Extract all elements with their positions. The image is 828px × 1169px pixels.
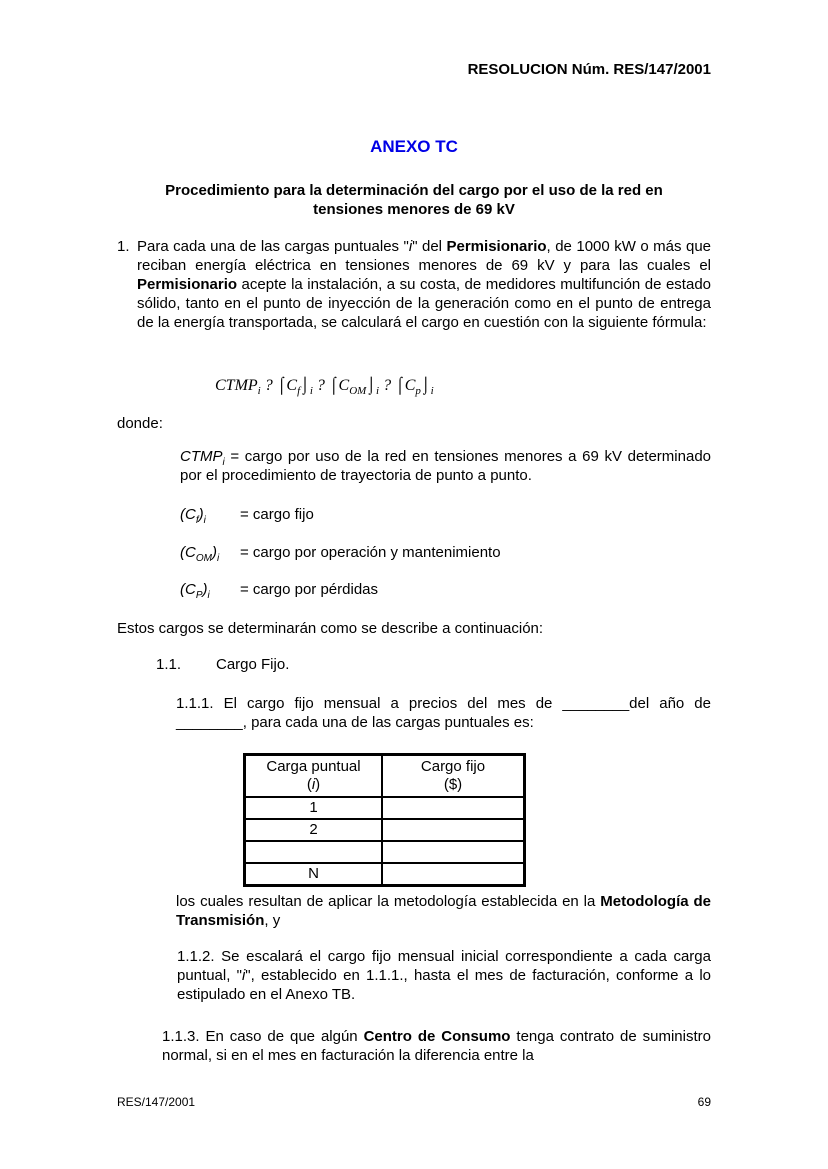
symbol-part: ): [202, 581, 208, 598]
formula-subscript: i: [376, 385, 380, 398]
cell-carga: N: [245, 863, 383, 886]
symbol-cf: [180, 505, 240, 524]
formula-term: C: [286, 377, 298, 394]
text-run: , y: [264, 912, 281, 929]
subtitle-line-1: Procedimiento para la determinación del cargo por el uso de la red en: [165, 182, 663, 199]
definition-cp: [180, 580, 711, 599]
bold-term-centro-de-consumo: Centro de Consumo: [363, 1028, 511, 1045]
formula-bracket: ⌠: [395, 377, 405, 394]
table-row: [245, 863, 525, 886]
symbol-part: (C: [180, 581, 196, 598]
bold-term-metodologia: Metodología de Transmisión: [176, 893, 711, 929]
definition-cf: [180, 505, 711, 524]
cargo-fijo-table: [243, 753, 526, 887]
header-line: Carga puntual: [266, 758, 361, 775]
header-line: ($): [443, 776, 463, 793]
table-header-cargo-fijo: [382, 755, 525, 798]
table-row: [245, 797, 525, 819]
paragraph-1-1-1: 1.1.1. El cargo fijo mensual a precios del mes de ________del año de ________, para cada una de las cargas puntuales es:: [176, 695, 711, 731]
formula-bracket: ⌡: [366, 377, 376, 394]
page-header-right: RESOLUCION Núm. RES/147/2001: [467, 61, 711, 78]
section-title: Cargo Fijo.: [216, 656, 290, 673]
text-run: los cuales resultan de aplicar la metodología establecida en la: [176, 893, 601, 910]
formula-term: C: [338, 377, 350, 394]
definition-ctmp: [180, 447, 711, 485]
cell-cargo: [382, 797, 525, 819]
symbol-subscript: P: [195, 590, 203, 601]
definition-text: = cargo por uso de la red en tensiones menores a 69 kV determinado por el procedimiento de trayectoria de punto a punto.: [180, 448, 711, 484]
anexo-title: ANEXO TC: [370, 137, 458, 156]
item-number: 1.: [117, 238, 130, 255]
formula-subscript: i: [430, 385, 434, 398]
symbol-subscript: i: [216, 553, 220, 564]
formula-operator: ?: [312, 377, 329, 394]
donde-label: donde:: [117, 415, 163, 432]
symbol-subscript: OM: [195, 553, 212, 564]
document-subtitle: [117, 181, 711, 219]
formula-bracket: ⌠: [328, 377, 339, 394]
symbol-com: [180, 543, 240, 562]
symbol-subscript: i: [203, 515, 206, 526]
bold-term-permisionario: Permisionario: [137, 276, 238, 293]
section-number: 1.1.: [156, 656, 182, 673]
header-line: ): [315, 776, 321, 793]
text-run: tenga contrato de suministro normal, si en el mes en facturación la diferencia entre la: [162, 1028, 711, 1064]
definition-text: = cargo por pérdidas: [240, 581, 379, 598]
variable-i: i: [241, 967, 246, 984]
symbol-ctmp: CTMP: [180, 448, 223, 465]
cell-cargo: [382, 841, 525, 863]
formula-subscript: f: [297, 385, 301, 398]
text-run: " del: [412, 238, 447, 255]
page-footer: [117, 1093, 711, 1112]
cell-carga: [245, 841, 383, 863]
symbol-part: (C: [180, 506, 196, 523]
paragraph-1: [117, 237, 711, 332]
table-row: [245, 841, 525, 863]
symbol-cp: [180, 580, 240, 599]
subtitle-line-2: tensiones menores de 69 kV: [313, 201, 515, 218]
symbol-part: (C: [180, 544, 196, 561]
formula-bracket: ⌠: [276, 377, 287, 394]
formula-subscript: i: [257, 385, 261, 398]
definition-text: = cargo por operación y mantenimiento: [240, 544, 501, 561]
formula-subscript: p: [415, 385, 421, 398]
formula-operator: ?: [260, 377, 277, 394]
footer-doc-ref: RES/147/2001: [117, 1095, 196, 1109]
formula-operator: ?: [379, 377, 396, 394]
header-line: (: [306, 776, 312, 793]
text-run: acepte la instalación, a su costa, de medidores multifunción de estado sólido, tanto en el punto de inyección de la generación como en el punto de entrega de la energía transportada, se calculará el cargo en cuestión con la siguiente fórmula:: [137, 276, 711, 331]
paragraph-los-cuales: [176, 892, 711, 930]
bold-term-permisionario: Permisionario: [446, 238, 547, 255]
symbol-subscript: i: [222, 457, 225, 468]
section-1-1-heading: [156, 655, 289, 674]
definition-text: = cargo fijo: [240, 506, 314, 523]
cell-carga: 2: [245, 819, 383, 841]
symbol-subscript: f: [195, 515, 199, 526]
text-run: ", establecido en 1.1.1., hasta el mes de facturación, conforme a lo estipulado en el Anexo TB.: [177, 967, 711, 1003]
paragraph-1-1-2: [177, 947, 711, 1004]
text-run: 1.1.2. Se escalará el cargo fijo mensual inicial correspondiente a cada carga puntual, ": [177, 948, 711, 984]
cell-cargo: [382, 863, 525, 886]
formula-term: C: [404, 377, 416, 394]
text-run: Para cada una de las cargas puntuales ": [137, 238, 409, 255]
formula-subscript: OM: [349, 385, 367, 398]
table-header-row: [245, 755, 525, 798]
header-italic-i: i: [311, 776, 316, 793]
table-header-carga-puntual: [245, 755, 383, 798]
paragraph-1-1-3: [162, 1027, 711, 1065]
table-row: [245, 819, 525, 841]
formula-term: CTMP: [215, 377, 258, 394]
symbol-part: ): [198, 506, 204, 523]
symbol-subscript: i: [207, 590, 210, 601]
formula-ctmp: [215, 376, 434, 398]
formula-subscript: i: [309, 385, 313, 398]
symbol-part: ): [211, 544, 217, 561]
variable-i: i: [408, 238, 413, 255]
formula-bracket: ⌡: [300, 377, 310, 394]
paragraph-estos-cargos: Estos cargos se determinarán como se describe a continuación:: [117, 620, 544, 637]
cell-carga: 1: [245, 797, 383, 819]
footer-page-number: 69: [697, 1095, 711, 1109]
text-run: 1.1.3. En caso de que algún: [162, 1028, 364, 1045]
cell-cargo: [382, 819, 525, 841]
text-run: , de 1000 kW o más que reciban energía eléctrica en tensiones menores de 69 kV y para las cuales el: [137, 238, 711, 274]
definition-com: [180, 543, 711, 562]
formula-bracket: ⌡: [420, 377, 431, 394]
header-line: Cargo fijo: [420, 758, 486, 775]
